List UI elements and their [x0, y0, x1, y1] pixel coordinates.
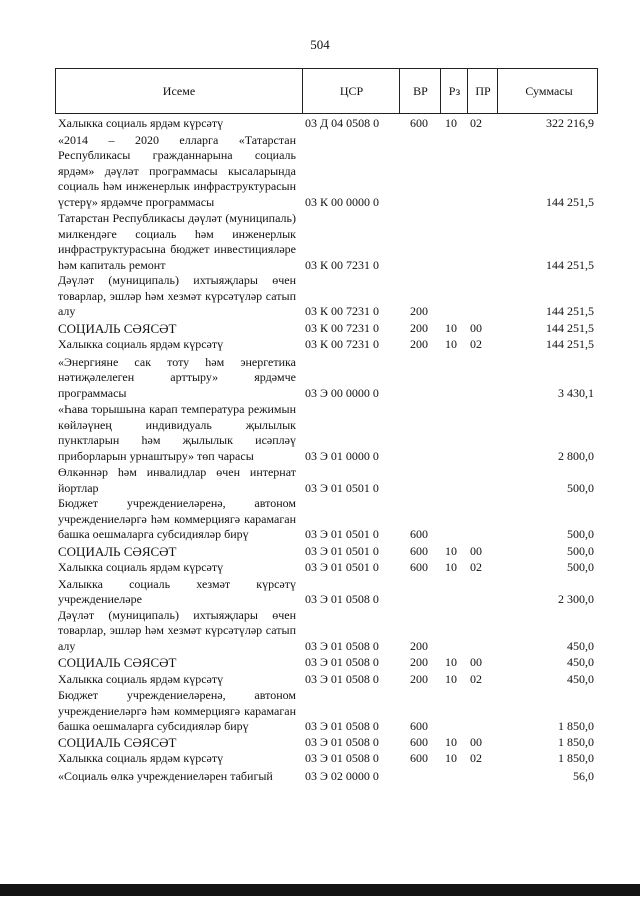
header-sum: Суммасы [497, 69, 600, 113]
row-vr: 600 [410, 719, 428, 733]
row-csr: 03 Э 01 0508 0 [305, 751, 379, 765]
row-sum: 1 850,0 [558, 719, 594, 733]
row-csr: 03 К 00 7231 0 [305, 304, 380, 318]
table-body [55, 116, 598, 784]
row-name: «2014 – 2020 елларга «Татарстан Республикасы гражданнарына социаль ярдәм» дәүләт программасы кысаларында социаль һәм инженерлык инфраструктурасын үстерү» ярдәмче программасы [58, 132, 296, 209]
row-csr: 03 Э 02 0000 0 [305, 768, 379, 783]
row-name: Дәүләт (муниципаль) ихтыяҗлары өчен товарлар, эшләр һәм хезмәт күрсәтүләр сатып алу [58, 607, 296, 653]
row-sum: 450,0 [567, 638, 594, 653]
row-pr: 02 [470, 751, 482, 765]
row-pr: 02 [470, 671, 482, 686]
row-vr: 600 [410, 116, 428, 130]
table-row [55, 560, 598, 576]
row-pr: 00 [470, 655, 482, 669]
row-sum: 500,0 [567, 560, 594, 574]
row-sum: 144 251,5 [546, 257, 594, 272]
table-row [55, 355, 598, 402]
header-pr: ПР [467, 69, 498, 113]
row-name: «Энергияне сак тоту һәм энергетика нәтиҗәлелеген арттыру» ярдәмче программасы [58, 354, 296, 400]
row-csr: 03 К 00 0000 0 [305, 194, 380, 209]
row-csr: 03 Э 01 0501 0 [305, 560, 379, 574]
row-vr: 600 [410, 734, 428, 749]
row-sum: 500,0 [567, 527, 594, 541]
row-sum: 1 850,0 [558, 751, 594, 765]
table-row [55, 735, 598, 751]
row-vr: 200 [410, 337, 428, 351]
row-name: СОЦИАЛЬ СӘЯСӘТ [58, 655, 177, 670]
header-csr: ЦСР [302, 69, 400, 113]
table-row [55, 769, 598, 785]
row-sum: 144 251,5 [546, 194, 594, 209]
table-row [55, 608, 598, 655]
row-csr: 03 Э 01 0508 0 [305, 655, 379, 669]
row-vr: 200 [410, 638, 428, 653]
row-name: Халыкка социаль ярдәм күрсәтү [58, 337, 224, 351]
row-name: СОЦИАЛЬ СӘЯСӘТ [58, 320, 177, 336]
scan-edge-bar [0, 884, 640, 896]
table-row [55, 211, 598, 273]
table-row [55, 672, 598, 688]
row-sum: 2 800,0 [558, 448, 594, 463]
row-csr: 03 Э 01 0508 0 [305, 638, 379, 653]
row-pr: 02 [470, 560, 482, 574]
table-row [55, 496, 598, 543]
row-name: Бюджет учреждениеләренә, автоном учреждениеләргә һәм коммерциягә карамаган башка оешмаларга субсидияләр бирү [58, 688, 296, 733]
row-name: Халыкка социаль ярдәм күрсәтү [58, 671, 224, 686]
table-row [55, 751, 598, 767]
row-name: «Социаль өлкә учреждениеләрен табигый [58, 768, 273, 783]
table-row [55, 133, 598, 211]
row-rz: 10 [445, 751, 457, 765]
row-vr: 200 [410, 304, 428, 318]
row-sum: 450,0 [567, 655, 594, 669]
row-rz: 10 [445, 560, 457, 574]
row-csr: 03 Д 04 0508 0 [305, 116, 380, 130]
table-row [55, 321, 598, 337]
row-name: Халыкка социаль ярдәм күрсәтү [58, 751, 224, 765]
row-name: Бюджет учреждениеләренә, автоном учреждениеләргә һәм коммерциягә карамаган башка оешмаларга субсидияләр бирү [58, 496, 296, 541]
row-csr: 03 К 00 7231 0 [305, 337, 380, 351]
table-row [55, 402, 598, 464]
row-vr: 600 [410, 560, 428, 574]
table-row [55, 116, 598, 132]
table-row [55, 465, 598, 496]
row-rz: 10 [445, 116, 457, 130]
row-rz: 10 [445, 734, 457, 749]
row-vr: 600 [410, 527, 428, 541]
row-sum: 3 430,1 [558, 385, 594, 400]
header-name: Исеме [162, 83, 196, 98]
row-sum: 322 216,9 [546, 116, 594, 130]
page-number: 504 [310, 37, 330, 52]
row-csr: 03 Э 01 0508 0 [305, 719, 379, 733]
budget-table [55, 68, 598, 784]
row-pr: 00 [470, 320, 482, 335]
row-sum: 1 850,0 [558, 734, 594, 749]
row-csr: 03 Э 01 0508 0 [305, 734, 379, 749]
row-rz: 10 [445, 671, 457, 686]
row-vr: 200 [410, 320, 428, 335]
row-name: Өлкәннәр һәм инвалидлар өчен интернат йортлар [58, 465, 296, 495]
row-rz: 10 [445, 543, 457, 558]
row-name: «Һава торышына карап температура режимын көйләүнең индивидуаль җылылык пунктларын һәм җылылык исәпләү приборларын урнаштыру» төп чарасы [58, 402, 296, 463]
row-sum: 500,0 [567, 543, 594, 558]
row-csr: 03 Э 01 0508 0 [305, 592, 379, 606]
row-pr: 00 [470, 734, 482, 749]
row-vr: 600 [410, 543, 428, 558]
row-csr: 03 Э 01 0501 0 [305, 543, 379, 558]
row-csr: 03 Э 01 0000 0 [305, 448, 379, 463]
row-vr: 600 [410, 751, 428, 765]
row-name: СОЦИАЛЬ СӘЯСӘТ [58, 734, 177, 750]
row-csr: 03 Э 01 0508 0 [305, 671, 379, 686]
row-pr: 02 [470, 116, 482, 130]
table-row [55, 655, 598, 671]
row-pr: 00 [470, 543, 482, 558]
row-sum: 144 251,5 [546, 320, 594, 335]
row-sum: 144 251,5 [546, 337, 594, 351]
table-row [55, 337, 598, 353]
table-row [55, 544, 598, 560]
table-row [55, 577, 598, 608]
row-csr: 03 К 00 7231 0 [305, 257, 380, 272]
header-vr: ВР [399, 69, 441, 113]
row-csr: 03 Э 00 0000 0 [305, 385, 379, 400]
row-csr: 03 Э 01 0501 0 [305, 480, 379, 495]
row-name: Татарстан Республикасы дәүләт (муниципаль) милкендәге социаль һәм инженерлык инфраструктурасына бюджет инвестицияләре һәм капиталь ремонт [58, 211, 296, 272]
row-sum: 450,0 [567, 671, 594, 686]
row-sum: 2 300,0 [558, 592, 594, 606]
row-sum: 56,0 [573, 768, 594, 783]
row-sum: 500,0 [567, 480, 594, 495]
row-csr: 03 К 00 7231 0 [305, 320, 380, 335]
header-rz: Рз [440, 69, 468, 113]
row-name: Халыкка социаль хезмәт күрсәтү учреждениеләре [58, 576, 296, 606]
row-rz: 10 [445, 337, 457, 351]
row-pr: 02 [470, 337, 482, 351]
row-rz: 10 [445, 655, 457, 669]
row-name: Дәүләт (муниципаль) ихтыяҗлары өчен товарлар, эшләр һәм хезмәт күрсәтүләр сатып алу [58, 273, 296, 318]
table-row [55, 688, 598, 735]
row-sum: 144 251,5 [546, 304, 594, 318]
row-name: СОЦИАЛЬ СӘЯСӘТ [58, 543, 177, 559]
table-header [55, 68, 598, 114]
row-vr: 200 [410, 671, 428, 686]
row-csr: 03 Э 01 0501 0 [305, 527, 379, 541]
row-vr: 200 [410, 655, 428, 669]
table-row [55, 273, 598, 320]
row-rz: 10 [445, 320, 457, 335]
row-name: Халыкка социаль ярдәм күрсәтү [58, 560, 224, 574]
row-name: Халыкка социаль ярдәм күрсәтү [58, 116, 224, 130]
